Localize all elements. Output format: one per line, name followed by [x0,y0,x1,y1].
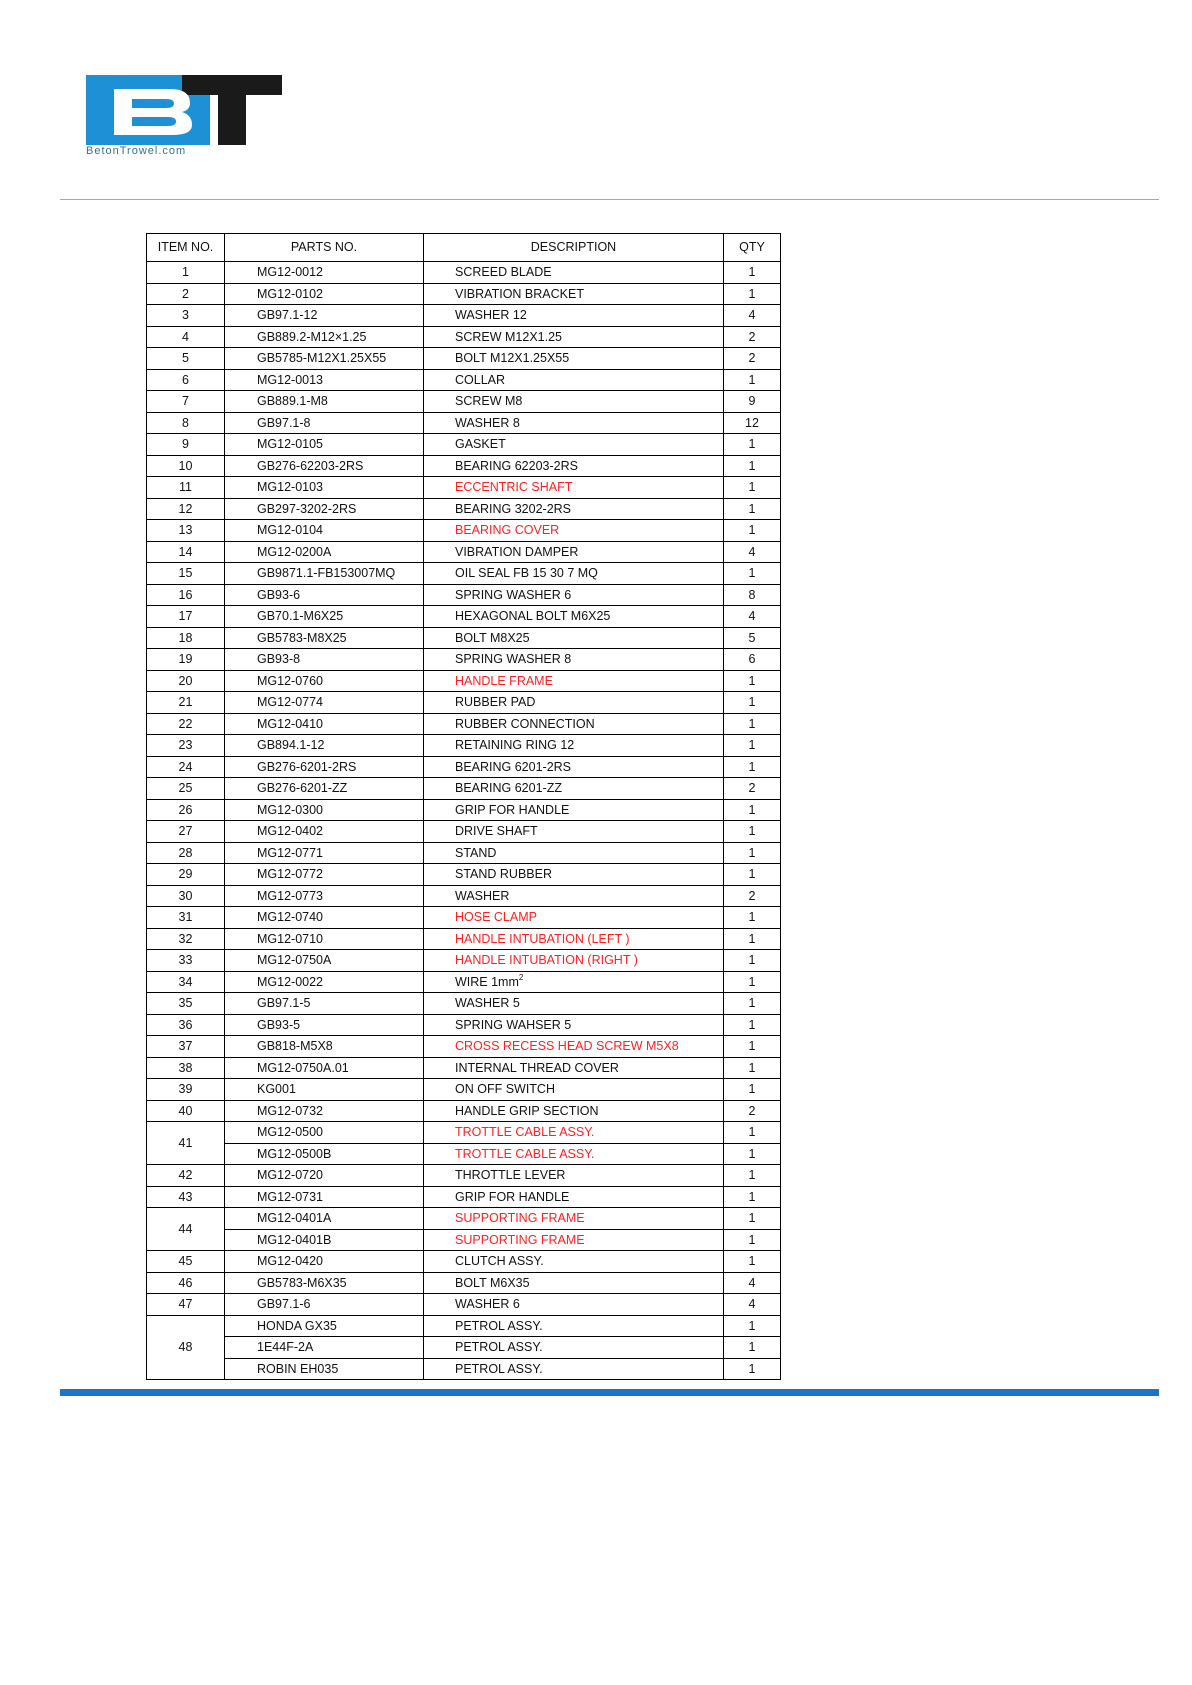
table-row [147,1229,781,1251]
item-number-cell: 37 [147,1036,225,1058]
table-row [147,1165,781,1187]
quantity-cell: 2 [724,348,781,370]
quantity-cell: 1 [724,455,781,477]
quantity-cell: 6 [724,649,781,671]
item-number-cell: 12 [147,498,225,520]
parts-number-cell: MG12-0013 [225,369,424,391]
item-number-cell: 23 [147,735,225,757]
item-number-cell: 21 [147,692,225,714]
description-cell: BEARING COVER [424,520,724,542]
description-cell: ECCENTRIC SHAFT [424,477,724,499]
quantity-cell: 1 [724,1315,781,1337]
quantity-cell: 1 [724,369,781,391]
item-number-cell: 5 [147,348,225,370]
parts-number-cell: MG12-0103 [225,477,424,499]
parts-number-cell: GB276-6201-ZZ [225,778,424,800]
quantity-cell: 1 [724,971,781,993]
quantity-cell: 1 [724,907,781,929]
item-number-cell: 28 [147,842,225,864]
description-cell: SPRING WASHER 8 [424,649,724,671]
parts-number-cell: MG12-0710 [225,928,424,950]
parts-number-cell: MG12-0022 [225,971,424,993]
table-row [147,756,781,778]
quantity-cell: 4 [724,305,781,327]
parts-number-cell: GB93-6 [225,584,424,606]
table-row [147,434,781,456]
item-number-cell: 14 [147,541,225,563]
table-row [147,1036,781,1058]
table-row [147,1079,781,1101]
parts-number-cell: MG12-0750A [225,950,424,972]
table-row [147,885,781,907]
table-row [147,1294,781,1316]
quantity-cell: 9 [724,391,781,413]
item-number-cell: 42 [147,1165,225,1187]
parts-number-cell: GB93-5 [225,1014,424,1036]
description-cell: DRIVE SHAFT [424,821,724,843]
quantity-cell: 1 [724,498,781,520]
parts-number-cell: MG12-0771 [225,842,424,864]
description-cell: VIBRATION DAMPER [424,541,724,563]
quantity-cell: 2 [724,326,781,348]
description-cell: PETROL ASSY. [424,1315,724,1337]
item-number-cell: 13 [147,520,225,542]
quantity-cell: 4 [724,1294,781,1316]
item-number-cell: 8 [147,412,225,434]
description-cell: HOSE CLAMP [424,907,724,929]
company-logo [86,75,282,157]
item-number-cell: 25 [147,778,225,800]
column-header-parts-no: PARTS NO. [225,234,424,262]
quantity-cell: 1 [724,1165,781,1187]
item-number-cell: 27 [147,821,225,843]
parts-number-cell: GB97.1-12 [225,305,424,327]
table-row [147,262,781,284]
parts-number-cell: MG12-0773 [225,885,424,907]
item-number-cell: 31 [147,907,225,929]
parts-number-cell: MG12-0750A.01 [225,1057,424,1079]
item-number-cell: 39 [147,1079,225,1101]
description-cell: STAND [424,842,724,864]
description-superscript: 2 [518,972,524,982]
description-cell: CROSS RECESS HEAD SCREW M5X8 [424,1036,724,1058]
quantity-cell: 1 [724,1122,781,1144]
parts-number-cell: 1E44F-2A [225,1337,424,1359]
table-row [147,907,781,929]
table-row [147,1014,781,1036]
description-cell: HANDLE FRAME [424,670,724,692]
table-row [147,928,781,950]
table-row [147,1143,781,1165]
quantity-cell: 1 [724,1358,781,1380]
quantity-cell: 1 [724,1229,781,1251]
item-number-cell: 34 [147,971,225,993]
description-cell: SCREED BLADE [424,262,724,284]
column-header-description: DESCRIPTION [424,234,724,262]
table-row [147,1100,781,1122]
quantity-cell: 4 [724,606,781,628]
description-cell: CLUTCH ASSY. [424,1251,724,1273]
quantity-cell: 1 [724,950,781,972]
table-row [147,391,781,413]
table-row [147,1358,781,1380]
parts-number-cell: MG12-0500B [225,1143,424,1165]
item-number-cell: 9 [147,434,225,456]
quantity-cell: 2 [724,778,781,800]
quantity-cell: 1 [724,1186,781,1208]
parts-number-cell: MG12-0774 [225,692,424,714]
description-cell: RUBBER CONNECTION [424,713,724,735]
parts-table [146,233,781,1380]
quantity-cell: 1 [724,735,781,757]
description-cell: SUPPORTING FRAME [424,1208,724,1230]
table-row [147,713,781,735]
quantity-cell: 1 [724,756,781,778]
table-row [147,993,781,1015]
table-row [147,735,781,757]
table-row [147,348,781,370]
table-row [147,520,781,542]
parts-number-cell: GB9871.1-FB153007MQ [225,563,424,585]
parts-table-body [147,262,781,1380]
table-row [147,1315,781,1337]
quantity-cell: 1 [724,1079,781,1101]
quantity-cell: 1 [724,520,781,542]
description-cell: OIL SEAL FB 15 30 7 MQ [424,563,724,585]
column-header-qty: QTY [724,234,781,262]
description-cell: TROTTLE CABLE ASSY. [424,1122,724,1144]
parts-number-cell: GB276-6201-2RS [225,756,424,778]
description-cell: BEARING 6201-ZZ [424,778,724,800]
description-cell: BEARING 3202-2RS [424,498,724,520]
item-number-cell: 17 [147,606,225,628]
parts-number-cell: MG12-0731 [225,1186,424,1208]
parts-number-cell: MG12-0401A [225,1208,424,1230]
parts-number-cell: MG12-0012 [225,262,424,284]
table-row [147,670,781,692]
item-number-cell: 2 [147,283,225,305]
description-cell: BOLT M12X1.25X55 [424,348,724,370]
description-cell: GASKET [424,434,724,456]
quantity-cell: 1 [724,262,781,284]
item-number-cell: 46 [147,1272,225,1294]
parts-number-cell: GB297-3202-2RS [225,498,424,520]
table-row [147,778,781,800]
quantity-cell: 1 [724,670,781,692]
table-row [147,1057,781,1079]
logo-text: BetonTrowel.com [86,145,187,157]
parts-number-cell: GB818-M5X8 [225,1036,424,1058]
description-cell: HANDLE INTUBATION (LEFT ) [424,928,724,950]
parts-number-cell: MG12-0500 [225,1122,424,1144]
description-cell: SUPPORTING FRAME [424,1229,724,1251]
parts-number-cell: HONDA GX35 [225,1315,424,1337]
parts-number-cell: KG001 [225,1079,424,1101]
quantity-cell: 2 [724,1100,781,1122]
quantity-cell: 1 [724,1251,781,1273]
column-header-item-no: ITEM NO. [147,234,225,262]
parts-number-cell: GB889.2-M12×1.25 [225,326,424,348]
item-number-cell: 36 [147,1014,225,1036]
table-row [147,799,781,821]
table-row [147,821,781,843]
item-number-cell: 1 [147,262,225,284]
table-row [147,950,781,972]
quantity-cell: 4 [724,541,781,563]
bt-monogram-icon [86,75,282,145]
description-cell: TROTTLE CABLE ASSY. [424,1143,724,1165]
parts-number-cell: GB97.1-5 [225,993,424,1015]
item-number-cell: 19 [147,649,225,671]
description-cell: SCREW M8 [424,391,724,413]
description-cell: RUBBER PAD [424,692,724,714]
table-row [147,1122,781,1144]
parts-number-cell: MG12-0105 [225,434,424,456]
parts-number-cell: MG12-0200A [225,541,424,563]
table-row [147,563,781,585]
item-number-cell: 15 [147,563,225,585]
item-number-cell: 38 [147,1057,225,1079]
description-cell: SPRING WAHSER 5 [424,1014,724,1036]
table-row [147,971,781,993]
parts-number-cell: GB70.1-M6X25 [225,606,424,628]
description-cell: BOLT M6X35 [424,1272,724,1294]
table-row [147,283,781,305]
quantity-cell: 5 [724,627,781,649]
item-number-cell: 45 [147,1251,225,1273]
table-row [147,412,781,434]
quantity-cell: 4 [724,1272,781,1294]
description-cell: HANDLE INTUBATION (RIGHT ) [424,950,724,972]
table-row [147,1186,781,1208]
item-number-cell: 41 [147,1122,225,1165]
parts-number-cell: MG12-0402 [225,821,424,843]
item-number-cell: 16 [147,584,225,606]
item-number-cell: 3 [147,305,225,327]
table-row [147,1208,781,1230]
quantity-cell: 1 [724,692,781,714]
description-cell: WASHER 12 [424,305,724,327]
table-row [147,692,781,714]
parts-number-cell: MG12-0401B [225,1229,424,1251]
item-number-cell: 11 [147,477,225,499]
parts-number-cell: MG12-0420 [225,1251,424,1273]
item-number-cell: 30 [147,885,225,907]
table-row [147,1337,781,1359]
table-row [147,606,781,628]
table-header-row [147,234,781,262]
table-row [147,1272,781,1294]
description-cell: WASHER 5 [424,993,724,1015]
quantity-cell: 1 [724,1208,781,1230]
parts-number-cell: MG12-0104 [225,520,424,542]
quantity-cell: 1 [724,1057,781,1079]
item-number-cell: 22 [147,713,225,735]
parts-number-cell: MG12-0410 [225,713,424,735]
description-cell [424,971,724,993]
parts-number-cell: GB97.1-6 [225,1294,424,1316]
parts-number-cell: MG12-0740 [225,907,424,929]
parts-number-cell: GB276-62203-2RS [225,455,424,477]
item-number-cell: 48 [147,1315,225,1380]
header-rule [60,199,1159,200]
description-cell: GRIP FOR HANDLE [424,1186,724,1208]
description-cell: INTERNAL THREAD COVER [424,1057,724,1079]
quantity-cell: 1 [724,864,781,886]
footer-bar [60,1389,1159,1396]
quantity-cell: 1 [724,283,781,305]
description-cell: HEXAGONAL BOLT M6X25 [424,606,724,628]
table-row [147,369,781,391]
item-number-cell: 43 [147,1186,225,1208]
item-number-cell: 20 [147,670,225,692]
parts-number-cell: ROBIN EH035 [225,1358,424,1380]
quantity-cell: 1 [724,1014,781,1036]
table-row [147,498,781,520]
description-cell: WASHER 8 [424,412,724,434]
quantity-cell: 1 [724,799,781,821]
item-number-cell: 7 [147,391,225,413]
description-cell: BEARING 62203-2RS [424,455,724,477]
description-cell: COLLAR [424,369,724,391]
table-row [147,1251,781,1273]
description-cell: STAND RUBBER [424,864,724,886]
item-number-cell: 10 [147,455,225,477]
quantity-cell: 1 [724,713,781,735]
parts-number-cell: GB889.1-M8 [225,391,424,413]
table-row [147,305,781,327]
description-cell: RETAINING RING 12 [424,735,724,757]
table-row [147,326,781,348]
table-row [147,649,781,671]
parts-number-cell: MG12-0772 [225,864,424,886]
parts-number-cell: MG12-0300 [225,799,424,821]
parts-number-cell: GB894.1-12 [225,735,424,757]
parts-number-cell: GB97.1-8 [225,412,424,434]
description-cell: PETROL ASSY. [424,1358,724,1380]
description-cell: BOLT M8X25 [424,627,724,649]
quantity-cell: 8 [724,584,781,606]
quantity-cell: 12 [724,412,781,434]
table-row [147,455,781,477]
quantity-cell: 1 [724,1143,781,1165]
parts-number-cell: MG12-0102 [225,283,424,305]
quantity-cell: 1 [724,842,781,864]
description-cell: GRIP FOR HANDLE [424,799,724,821]
quantity-cell: 2 [724,885,781,907]
parts-number-cell: MG12-0760 [225,670,424,692]
description-cell: VIBRATION BRACKET [424,283,724,305]
quantity-cell: 1 [724,1036,781,1058]
parts-number-cell: MG12-0720 [225,1165,424,1187]
description-cell: SPRING WASHER 6 [424,584,724,606]
quantity-cell: 1 [724,477,781,499]
quantity-cell: 1 [724,821,781,843]
description-cell: WASHER 6 [424,1294,724,1316]
parts-number-cell: GB5785-M12X1.25X55 [225,348,424,370]
parts-number-cell: GB93-8 [225,649,424,671]
description-text: WIRE 1mm [455,974,519,989]
parts-number-cell: MG12-0732 [225,1100,424,1122]
item-number-cell: 47 [147,1294,225,1316]
item-number-cell: 32 [147,928,225,950]
table-row [147,477,781,499]
item-number-cell: 29 [147,864,225,886]
item-number-cell: 26 [147,799,225,821]
parts-number-cell: GB5783-M8X25 [225,627,424,649]
description-cell: BEARING 6201-2RS [424,756,724,778]
item-number-cell: 35 [147,993,225,1015]
quantity-cell: 1 [724,1337,781,1359]
parts-number-cell: GB5783-M6X35 [225,1272,424,1294]
description-cell: THROTTLE LEVER [424,1165,724,1187]
item-number-cell: 44 [147,1208,225,1251]
table-row [147,584,781,606]
quantity-cell: 1 [724,993,781,1015]
quantity-cell: 1 [724,434,781,456]
description-cell: HANDLE GRIP SECTION [424,1100,724,1122]
table-row [147,864,781,886]
quantity-cell: 1 [724,563,781,585]
item-number-cell: 4 [147,326,225,348]
item-number-cell: 33 [147,950,225,972]
description-cell: ON OFF SWITCH [424,1079,724,1101]
item-number-cell: 24 [147,756,225,778]
item-number-cell: 6 [147,369,225,391]
table-row [147,842,781,864]
description-cell: WASHER [424,885,724,907]
item-number-cell: 18 [147,627,225,649]
table-row [147,627,781,649]
description-cell: SCREW M12X1.25 [424,326,724,348]
table-row [147,541,781,563]
description-cell: PETROL ASSY. [424,1337,724,1359]
quantity-cell: 1 [724,928,781,950]
item-number-cell: 40 [147,1100,225,1122]
